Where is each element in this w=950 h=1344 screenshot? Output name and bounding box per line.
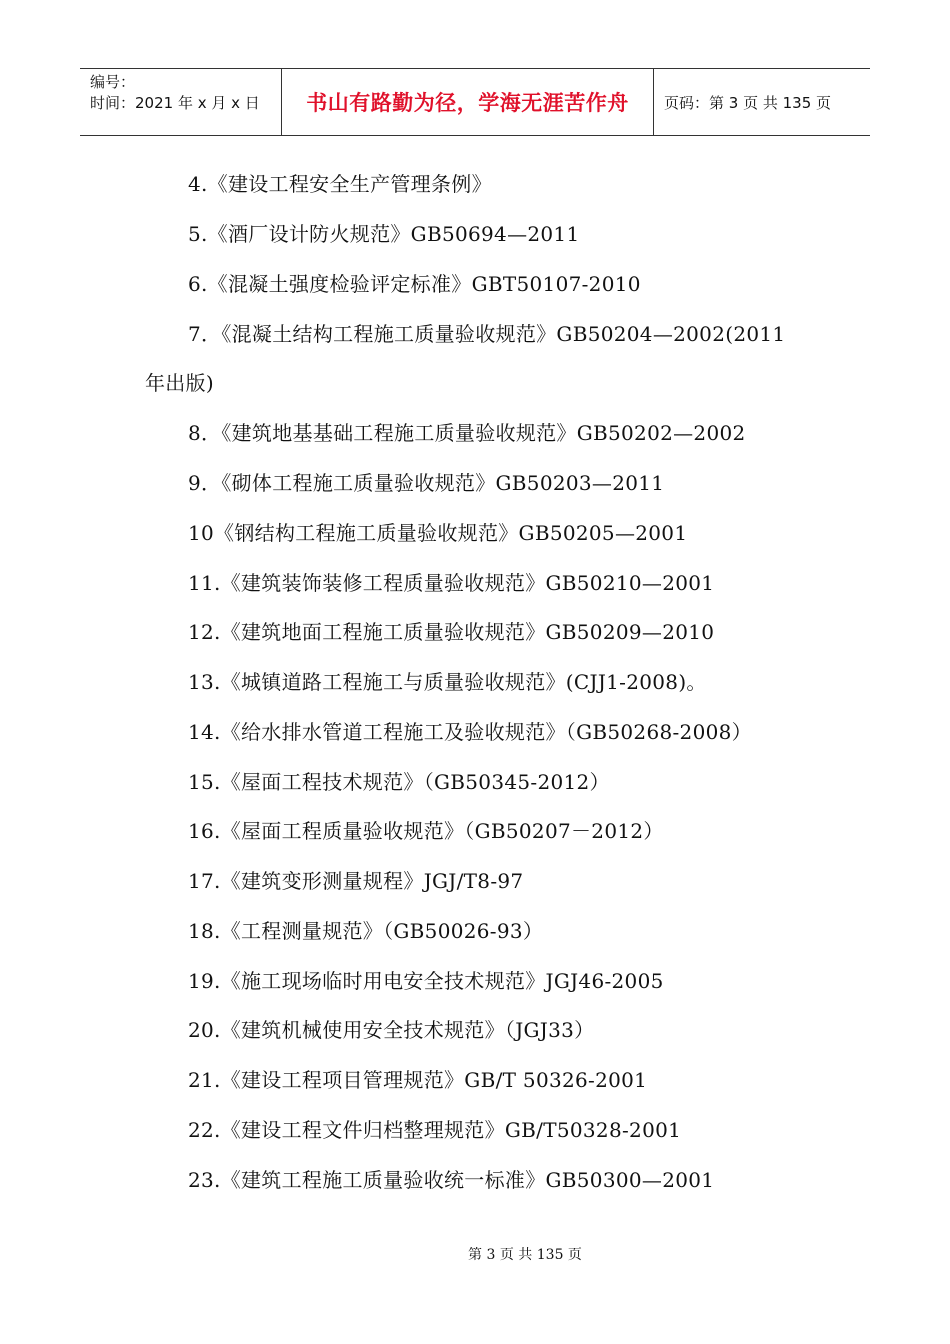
reference-item: 11.《建筑装饰装修工程质量验收规范》GB50210—2001 bbox=[188, 571, 715, 595]
reference-item: 9．《砌体工程施工质量验收规范》GB50203—2011 bbox=[188, 471, 665, 495]
header-meta bbox=[80, 69, 282, 135]
reference-item-continuation: 年出版) bbox=[145, 371, 215, 395]
document-date: 时间：2021 年 x 月 x 日 bbox=[90, 94, 260, 112]
reference-item: 15.《屋面工程技术规范》（GB50345-2012） bbox=[188, 770, 610, 794]
reference-item: 20.《建筑机械使用安全技术规范》（JGJ33） bbox=[188, 1018, 595, 1042]
reference-item: 6.《混凝土强度检验评定标准》GBT50107-2010 bbox=[188, 272, 641, 296]
reference-item: 19.《施工现场临时用电安全技术规范》JGJ46-2005 bbox=[188, 969, 664, 993]
reference-item: 13.《城镇道路工程施工与质量验收规范》(CJJ1-2008)。 bbox=[188, 670, 707, 694]
reference-item: 14.《给水排水管道工程施工及验收规范》（GB50268-2008） bbox=[188, 720, 752, 744]
reference-item: 12.《建筑地面工程施工质量验收规范》GB50209—2010 bbox=[188, 620, 715, 644]
reference-item: 10《钢结构工程施工质量验收规范》GB50205—2001 bbox=[188, 521, 688, 545]
motto-text: 书山有路勤为径，学海无涯苦作舟 bbox=[306, 91, 629, 115]
reference-item: 8．《建筑地基基础工程施工质量验收规范》GB50202—2002 bbox=[188, 421, 746, 445]
page-footer bbox=[0, 1244, 950, 1264]
reference-item: 21.《建设工程项目管理规范》GB/T 50326-2001 bbox=[188, 1068, 648, 1092]
reference-item: 17.《建筑变形测量规程》JGJ/T8-97 bbox=[188, 869, 524, 893]
reference-item: 22.《建设工程文件归档整理规范》GB/T50328-2001 bbox=[188, 1118, 682, 1142]
header-page-info bbox=[654, 69, 870, 135]
reference-item: 18.《工程测量规范》（GB50026-93） bbox=[188, 919, 544, 943]
reference-item: 7．《混凝土结构工程施工质量验收规范》GB50204—2002(2011 bbox=[188, 322, 786, 346]
reference-item: 5.《酒厂设计防火规范》GB50694—2011 bbox=[188, 222, 580, 246]
reference-item: 23.《建筑工程施工质量验收统一标准》GB50300—2001 bbox=[188, 1168, 715, 1192]
document-number-label: 编号： bbox=[90, 73, 136, 91]
document-header bbox=[80, 68, 870, 136]
header-motto bbox=[282, 69, 654, 135]
reference-item: 16.《屋面工程质量验收规范》（GB50207－2012） bbox=[188, 819, 664, 843]
page-info-text: 页码：第 3 页 共 135 页 bbox=[664, 93, 832, 112]
reference-item: 4.《建设工程安全生产管理条例》 bbox=[188, 172, 492, 196]
footer-page-number: 第 3 页 共 135 页 bbox=[468, 1247, 582, 1263]
